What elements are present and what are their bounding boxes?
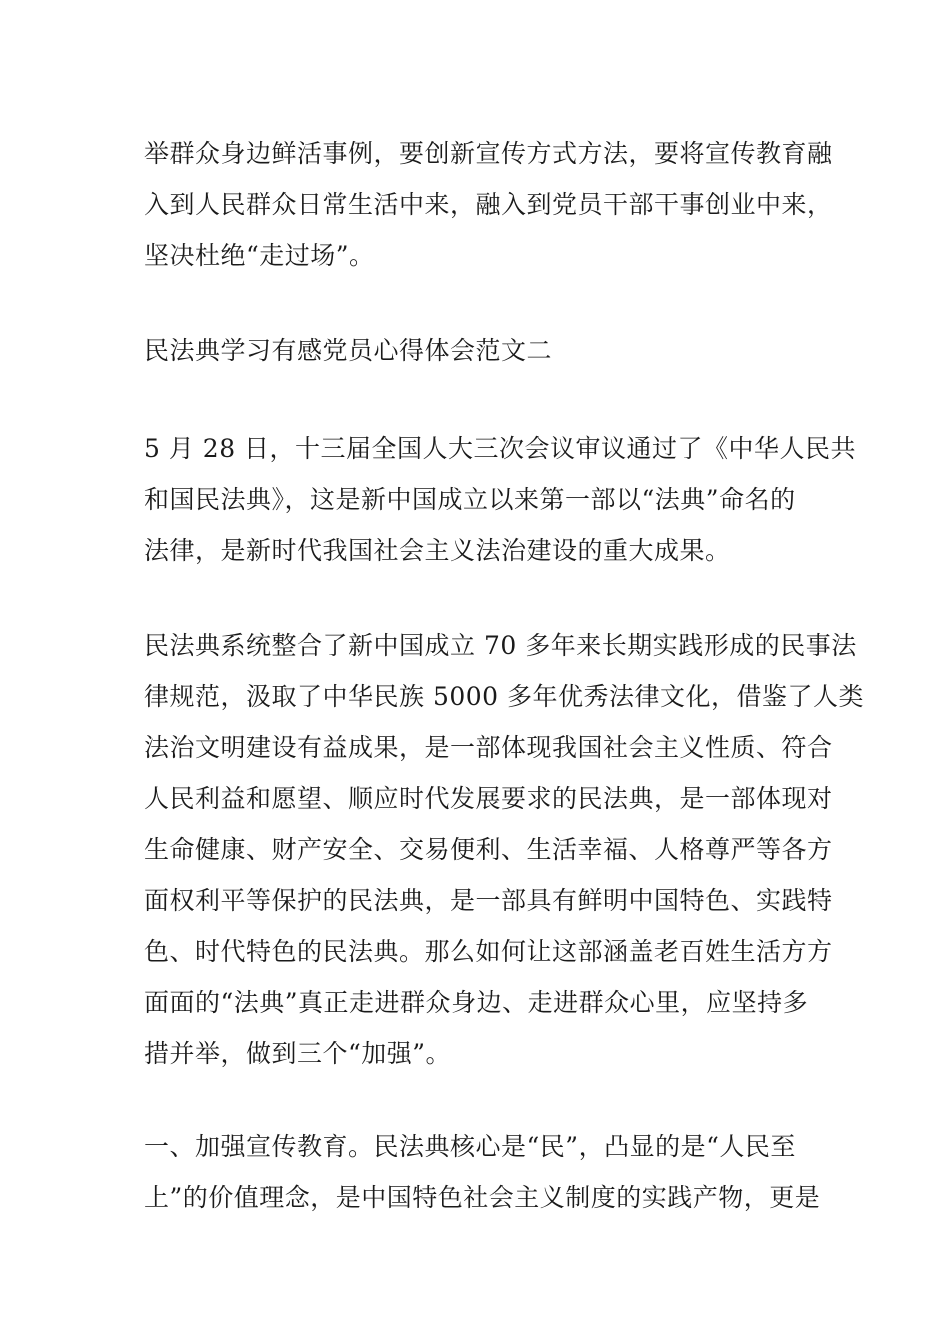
- paragraph-3: [144, 620, 865, 1079]
- text-line: 面权利平等保护的民法典，是一部具有鲜明中国特色、实践特: [144, 886, 833, 915]
- text-line: 面面的“法典”真正走进群众身边、走进群众心里，应坚持多: [144, 988, 809, 1017]
- paragraph-2: [144, 423, 857, 576]
- section-heading: [144, 325, 809, 376]
- text-line: 5 月 28 日，十三届全国人大三次会议审议通过了《中华人民共: [144, 434, 857, 463]
- paragraph-1: [144, 128, 833, 281]
- text-line: 法治文明建设有益成果，是一部体现我国社会主义性质、符合: [144, 733, 833, 762]
- text-line: 和国民法典》，这是新中国成立以来第一部以“法典”命名的: [144, 485, 796, 514]
- paragraph-4: [144, 1121, 821, 1223]
- text-line: 人民利益和愿望、顺应时代发展要求的民法典，是一部体现对: [144, 784, 833, 813]
- text-line: 上”的价值理念，是中国特色社会主义制度的实践产物，更是: [144, 1183, 821, 1212]
- heading-line: 民法典学习有感党员心得体会范文二: [144, 336, 553, 365]
- text-line: 法律，是新时代我国社会主义法治建设的重大成果。: [144, 536, 731, 565]
- text-line: 色、时代特色的民法典。那么如何让这部涵盖老百姓生活方方: [144, 937, 833, 966]
- text-line: 举群众身边鲜活事例，要创新宣传方式方法，要将宣传教育融: [144, 139, 833, 168]
- text-line: 坚决杜绝“走过场”。: [144, 241, 375, 270]
- text-line: 民法典系统整合了新中国成立 70 多年来长期实践形成的民事法: [144, 631, 857, 660]
- text-line: 一、加强宣传教育。民法典核心是“民”，凸显的是“人民至: [144, 1132, 796, 1161]
- text-line: 入到人民群众日常生活中来，融入到党员干部干事创业中来，: [144, 190, 833, 219]
- text-line: 措并举，做到三个“加强”。: [144, 1039, 452, 1068]
- text-line: 生命健康、财产安全、交易便利、生活幸福、人格尊严等各方: [144, 835, 833, 864]
- text-line: 律规范，汲取了中华民族 5000 多年优秀法律文化，借鉴了人类: [144, 682, 865, 711]
